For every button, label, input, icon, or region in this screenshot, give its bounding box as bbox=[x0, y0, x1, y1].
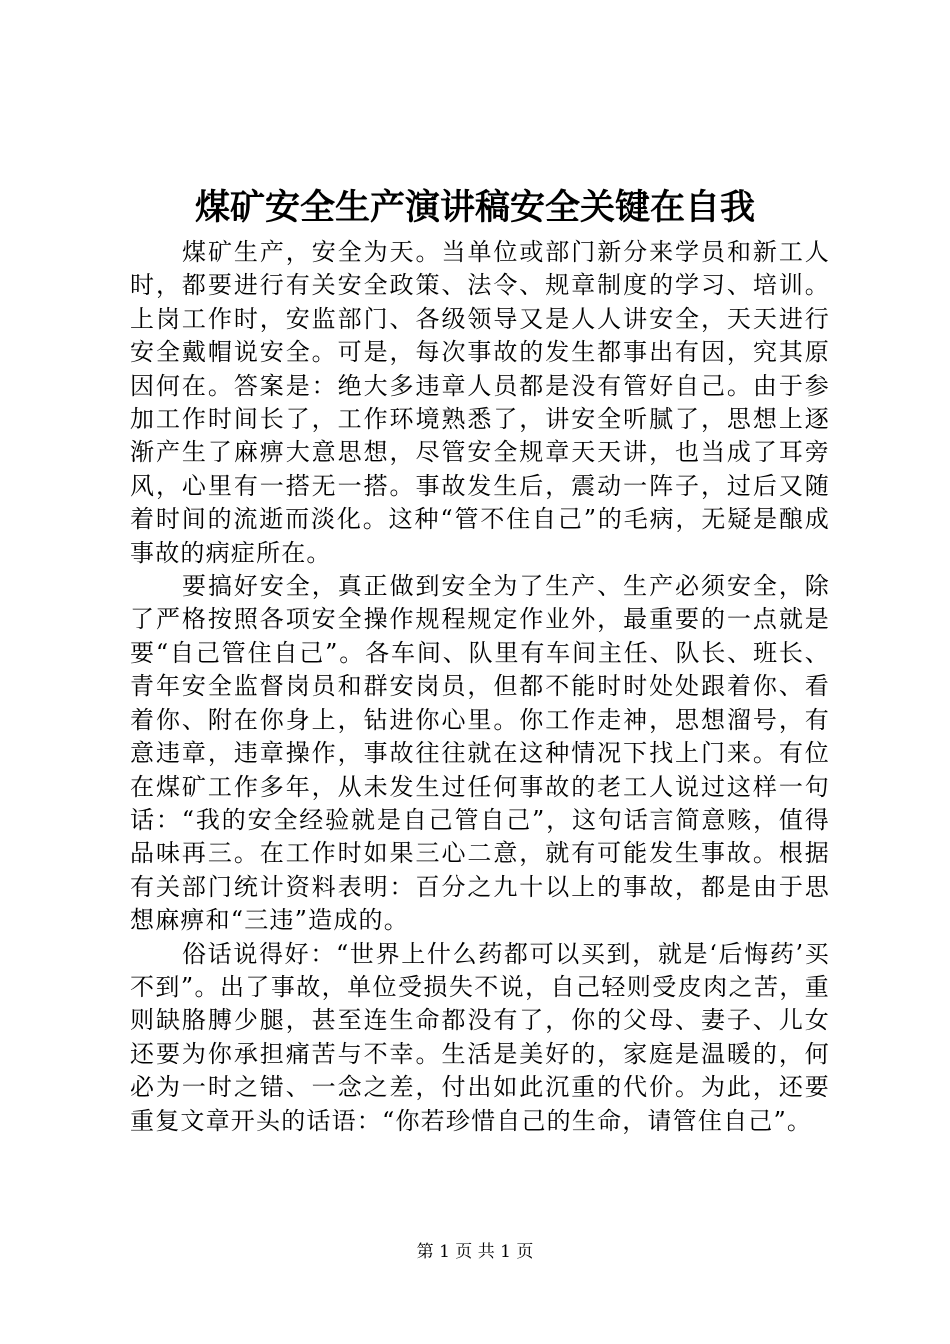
paragraph-1: 煤矿生产，安全为天。当单位或部门新分来学员和新工人时，都要进行有关安全政策、法令、规章制度的学习、培训。上岗工作时，安监部门、各级领导又是人人讲安全，天天进行安全戴帽说安全。可是，每次事故的发生都事出有因，究其原因何在。答案是：绝大多违章人员都是没有管好自己。由于参加工作时间长了，工作环境熟悉了，讲安全听腻了，思想上逐渐产生了麻痹大意思想，尽管安全规章天天讲，也当成了耳旁风，心里有一搭无一搭。事故发生后，震动一阵子，过后又随着时间的流逝而淡化。这种“管不住自己”的毛病，无疑是酿成事故的病症所在。 bbox=[130, 238, 830, 567]
document-body bbox=[130, 236, 830, 1138]
document-title: 煤矿安全生产演讲稿安全关键在自我 bbox=[194, 187, 755, 228]
page-footer: 第 1 页 共 1 页 bbox=[416, 1242, 534, 1262]
paragraph-3: 俗话说得好：“世界上什么药都可以买到，就是‘后悔药’买不到”。出了事故，单位受损失不说，自己轻则受皮肉之苦，重则缺胳膊少腿，甚至连生命都没有了，你的父母、妻子、儿女还要为你承担痛苦与不幸。生活是美好的，家庭是温暖的，何必为一时之错、一念之差，付出如此沉重的代价。为此，还要重复文章开头的话语：“你若珍惜自己的生命，请管住自己”。 bbox=[130, 939, 830, 1135]
paragraph-2: 要搞好安全，真正做到安全为了生产、生产必须安全，除了严格按照各项安全操作规程规定作业外，最重要的一点就是要“自己管住自己”。各车间、队里有车间主任、队长、班长、青年安全监督岗员和群安岗员，但都不能时时处处跟着你、看着你、附在你身上，钻进你心里。你工作走神，思想溜号，有意违章，违章操作，事故往往就在这种情况下找上门来。有位在煤矿工作多年，从未发生过任何事故的老工人说过这样一句话：“我的安全经验就是自己管自己”，这句话言简意赅，值得品味再三。在工作时如果三心二意，就有可能发生事故。根据有关部门统计资料表明：百分之九十以上的事故，都是由于思想麻痹和“三违”造成的。 bbox=[130, 572, 830, 935]
